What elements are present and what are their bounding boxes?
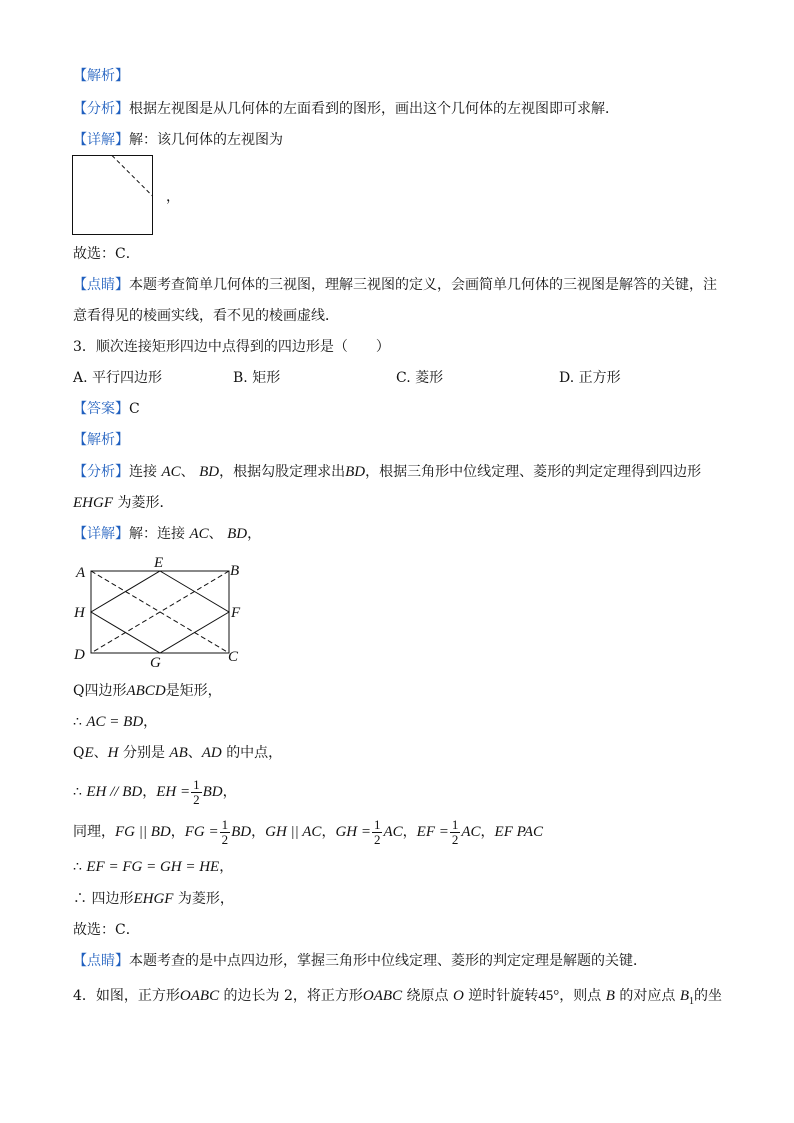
detail-text: 解：该几何体的左视图为 <box>129 132 283 148</box>
vertex-label-b: B <box>230 563 240 579</box>
segment-bd: BD <box>199 464 220 480</box>
section-xiangjie-label-2: 【详解】 <box>73 526 129 542</box>
proof-line-2: ∴ AC = BD， <box>73 714 158 730</box>
option-d: D. 正方形 <box>559 370 621 386</box>
section-dianjing-label: 【点睛】 <box>73 277 129 293</box>
vertex-label-e: E <box>154 555 164 571</box>
section-answer-label: 【答案】 <box>73 401 129 417</box>
vertex-label-d: D <box>74 647 85 663</box>
section-analysis-label-2: 【解析】 <box>73 432 129 448</box>
proof-line-6: ∴ EF = FG = GH = HE， <box>73 859 234 875</box>
question-3: 3．顺次连接矩形四边中点得到的四边形是（ ） <box>73 339 390 355</box>
section-fenxi-label: 【分析】 <box>73 101 129 117</box>
option-c: C. 菱形 <box>396 370 444 386</box>
rectangle-midpoint-figure <box>70 553 250 671</box>
vertex-label-a: A <box>76 565 86 581</box>
proof-line-7: ∴ 四边形EHGF 为菱形， <box>73 891 234 907</box>
vertex-label-f: F <box>231 605 241 621</box>
question-4: 4．如图，正方形OABC 的边长为 2，将正方形OABC 绕原点 O 逆时针旋转45°，则点 B 的对应点 $B_1$的坐 <box>73 988 722 1007</box>
detail-paragraph <box>73 131 283 149</box>
vertex-label-h: H <box>74 605 85 621</box>
proof-line-1: Q四边形ABCD是矩形， <box>73 683 222 699</box>
therefore-symbol: ∴ <box>73 714 82 730</box>
choice-statement-2: 故选：C． <box>73 922 140 938</box>
section-fenxi-label-2: 【分析】 <box>73 464 129 480</box>
analysis-paragraph-2: 【分析】连接 AC、 BD，根据勾股定理求出BD，根据三角形中位线定理、菱形的判定定理得到四边形 <box>73 464 702 480</box>
detail-paragraph-2: 【详解】解：连接 AC、 BD， <box>73 526 262 542</box>
figure-comma: ， <box>166 189 180 205</box>
analysis-paragraph-2b: EHGF 为菱形． <box>73 495 174 511</box>
left-view-hidden-edge <box>112 156 153 197</box>
left-view-square <box>73 156 153 235</box>
section-dianjing-label-2: 【点睛】 <box>73 953 129 969</box>
proof-line-5: 同理，FG || BD，FG = $\frac{1}{2}$ BD，GH || AC，GH = $\frac{1}{2}$ AC，EF = $\frac{1}{2}$ AC，EF PAC <box>73 816 544 847</box>
proof-line-4: ∴ EH // BD，EH = $\frac{1}{2}$ BD， <box>73 776 237 807</box>
section-analysis-label: 【解析】 <box>73 68 129 84</box>
choice-statement-1: 故选：C． <box>73 246 140 262</box>
answer-line <box>73 400 140 418</box>
fraction-half: $\frac{1}{2}$ <box>193 776 200 807</box>
segment-ac: AC <box>161 464 181 480</box>
key-point-paragraph-2: 【点睛】本题考查的是中点四边形，掌握三角形中位线定理、菱形的判定定理是解题的关键． <box>73 953 647 969</box>
section-xiangjie-label: 【详解】 <box>73 132 129 148</box>
option-b: B. 矩形 <box>233 370 281 386</box>
key-point-text-a: 本题考查简单几何体的三视图，理解三视图的定义，会画简单几何体的三视图是解答的关键，注 <box>129 277 717 293</box>
because-symbol: Q <box>73 683 85 699</box>
vertex-label-c: C <box>228 649 239 665</box>
key-point-paragraph-1 <box>73 276 717 294</box>
proof-line-3: QE、H 分别是 AB、AD 的中点， <box>73 745 283 761</box>
left-view-figure <box>72 155 154 237</box>
analysis-text: 根据左视图是从几何体的左面看到的图形，画出这个几何体的左视图即可求解． <box>129 101 619 117</box>
option-a: A. 平行四边形 <box>73 370 163 386</box>
analysis-paragraph <box>73 100 619 118</box>
vertex-label-g: G <box>150 655 161 671</box>
key-point-text-b: 意看得见的棱画实线，看不见的棱画虚线． <box>73 308 339 324</box>
quad-ehgf: EHGF <box>73 495 113 511</box>
answer-value: C <box>129 401 140 417</box>
